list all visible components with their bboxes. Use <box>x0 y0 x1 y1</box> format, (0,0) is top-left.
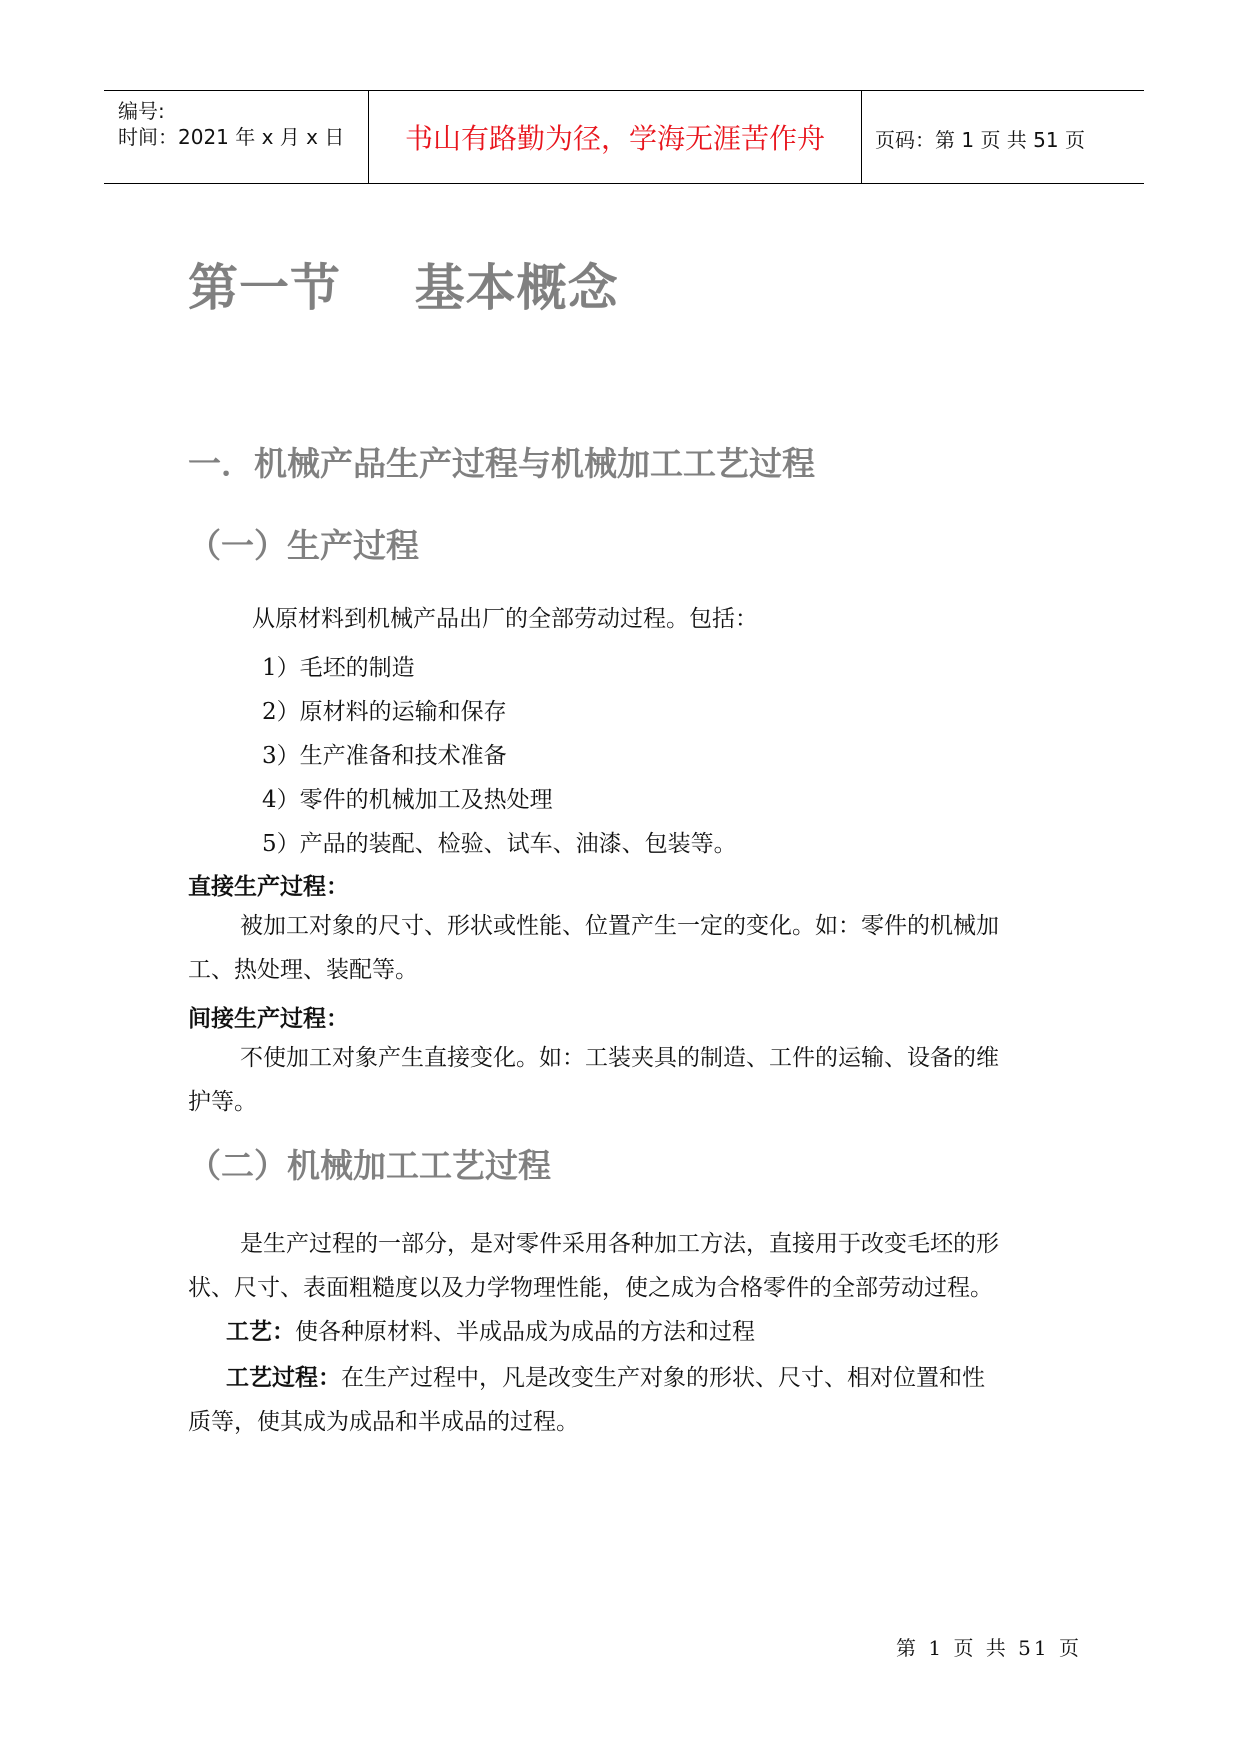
list-item: 2）原材料的运输和保存 <box>262 699 507 725</box>
indirect-process-text-1: 不使加工对象产生直接变化。如：工装夹具的制造、工件的运输、设备的维 <box>240 1045 999 1071</box>
list-item: 1）毛坯的制造 <box>262 655 415 681</box>
list-item: 4）零件的机械加工及热处理 <box>262 787 553 813</box>
process-label: 工艺过程： <box>226 1365 341 1391</box>
chapter-title: 第一节 基本概念 <box>188 259 619 317</box>
production-list <box>262 646 737 866</box>
direct-process-text-2: 工、热处理、装配等。 <box>188 957 418 983</box>
header-page-cell <box>861 91 1144 183</box>
craft-label: 工艺： <box>226 1319 295 1345</box>
process-text-1: 在生产过程中，凡是改变生产对象的形状、尺寸、相对位置和性 <box>341 1365 985 1391</box>
list-item: 3）生产准备和技术准备 <box>262 743 507 769</box>
motto: 书山有路勤为径，学海无涯苦作舟 <box>404 122 825 155</box>
indirect-process-label: 间接生产过程： <box>188 1006 349 1032</box>
time-label: 时间：2021 年 x 月 x 日 <box>118 125 345 149</box>
direct-process-label: 直接生产过程： <box>188 874 349 900</box>
direct-process-text-1: 被加工对象的尺寸、形状或性能、位置产生一定的变化。如：零件的机械加 <box>240 913 999 939</box>
machining-para-1: 是生产过程的一部分，是对零件采用各种加工方法，直接用于改变毛坯的形 <box>240 1231 999 1257</box>
header-meta-cell <box>104 91 368 183</box>
indirect-process-text-2: 护等。 <box>188 1089 257 1115</box>
process-definition-2: 质等，使其成为成品和半成品的过程。 <box>188 1409 579 1435</box>
page-footer: 第 1 页 共 51 页 <box>896 1636 1082 1660</box>
serial-label: 编号: <box>118 99 165 123</box>
page-header <box>104 90 1144 184</box>
list-item: 5）产品的装配、检验、试车、油漆、包装等。 <box>262 831 737 857</box>
production-intro: 从原材料到机械产品出厂的全部劳动过程。包括： <box>252 606 758 632</box>
machining-para-2: 状、尺寸、表面粗糙度以及力学物理性能，使之成为合格零件的全部劳动过程。 <box>188 1275 993 1301</box>
subsection-title-machining: （二）机械加工工艺过程 <box>188 1146 551 1185</box>
page-info: 页码：第 1 页 共 51 页 <box>875 128 1085 152</box>
subsection-title-production: （一）生产过程 <box>188 526 419 565</box>
craft-definition <box>226 1310 755 1354</box>
header-motto-cell <box>368 91 862 183</box>
section-title: 一．机械产品生产过程与机械加工工艺过程 <box>188 444 815 483</box>
craft-text: 使各种原材料、半成品成为成品的方法和过程 <box>295 1319 755 1345</box>
process-definition-1 <box>226 1356 985 1400</box>
